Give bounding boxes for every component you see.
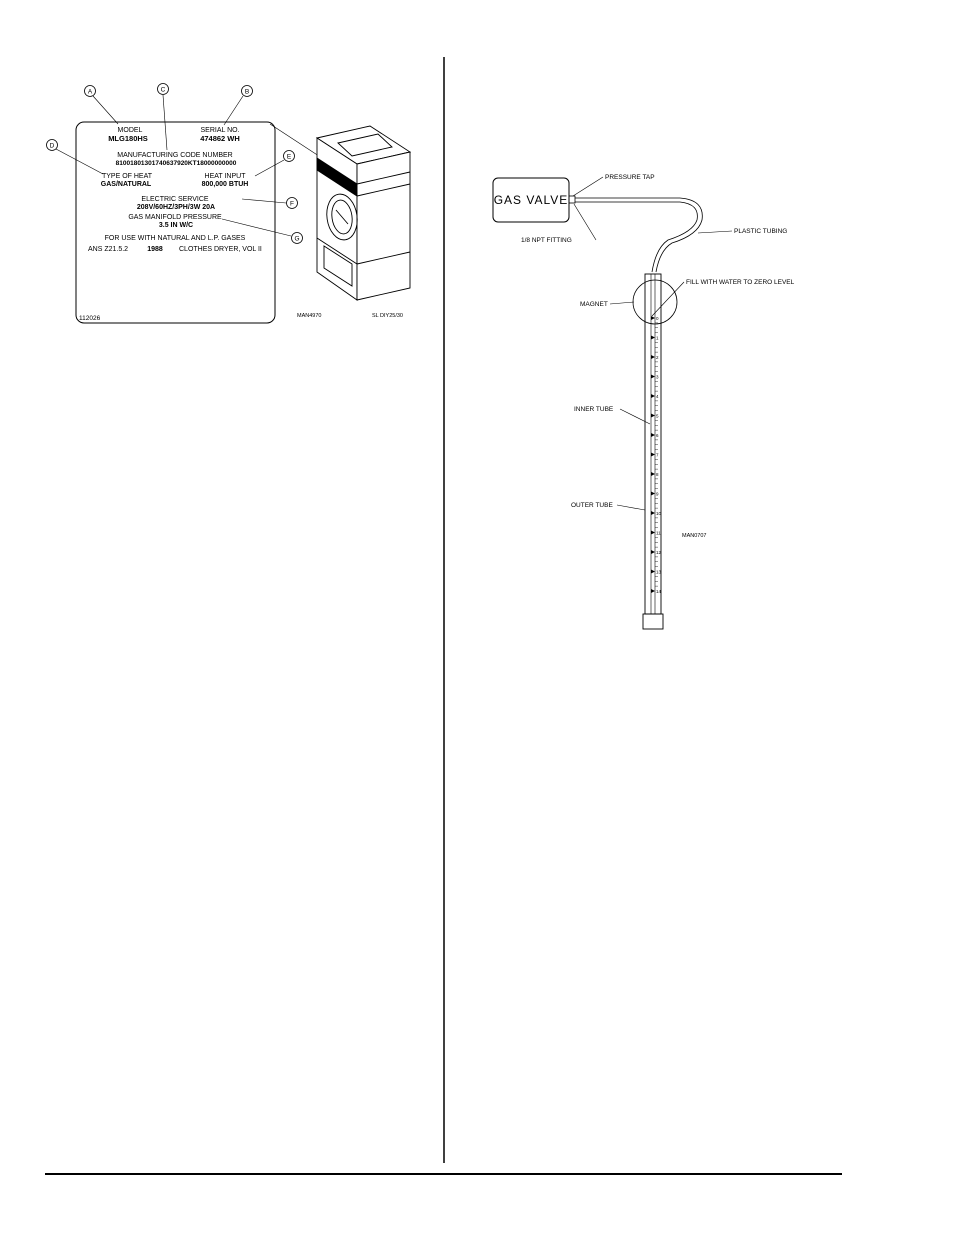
callout-c	[158, 84, 169, 151]
scale-label: 5	[656, 413, 659, 419]
scale-tick	[651, 531, 655, 535]
electric-label: ELECTRIC SERVICE	[141, 196, 209, 203]
plate-id: 112026	[79, 315, 101, 322]
gas-valve-label: GAS VALVE	[493, 193, 569, 207]
mfg-code-label: MANUFACTURING CODE NUMBER	[117, 152, 233, 159]
heat-type-label: TYPE OF HEAT	[101, 173, 153, 180]
ansi-label: ANS Z21.5.2	[88, 246, 129, 253]
scale-tick	[651, 433, 655, 437]
callout-d	[47, 140, 104, 175]
manometer-figure	[493, 174, 795, 629]
serial-value: 474862 WH	[200, 134, 240, 143]
callout-f-letter: F	[290, 200, 294, 208]
scale-tick	[651, 550, 655, 554]
scale-tick	[651, 355, 655, 359]
scale-label: 14	[656, 589, 662, 594]
scale-label: 13	[656, 569, 662, 575]
ansi-year: 1988	[147, 246, 163, 253]
scale-label: 0	[656, 316, 659, 321]
scale-tick	[651, 511, 655, 515]
scale-tick	[651, 589, 655, 593]
scale-tick	[651, 375, 655, 379]
scale-label: 12	[656, 550, 662, 555]
callout-d-letter: D	[49, 142, 55, 150]
scale-label: 9	[656, 491, 659, 497]
magnet-label: MAGNET	[580, 301, 608, 308]
use-note: FOR USE WITH NATURAL AND L.P. GASES	[104, 235, 246, 242]
callout-b	[224, 86, 253, 126]
heat-type-value: GAS/NATURAL	[100, 181, 152, 188]
scale-tick	[651, 394, 655, 398]
inner-tube-label: INNER TUBE	[574, 406, 614, 413]
scale-label: 2	[656, 355, 659, 360]
pressure-tap-label: PRESSURE TAP	[605, 174, 655, 181]
scale-label: 6	[656, 433, 659, 438]
scale-label: 10	[656, 511, 662, 516]
callout-f	[242, 198, 298, 209]
scale-label: 8	[656, 472, 659, 477]
heat-input-value: 800,000 BTUH	[201, 181, 249, 188]
manifold-label: GAS MANIFOLD PRESSURE	[128, 214, 222, 221]
model-value: MLG180HS	[108, 134, 148, 143]
electric-value: 208V/60HZ/3PH/3W 20A	[136, 204, 216, 211]
dryer-drawing-code: SL DIY25/30	[372, 313, 403, 319]
manometer-scale	[651, 316, 662, 594]
scale-label: 7	[656, 452, 659, 458]
npt-fitting-label: 1/8 NPT FITTING	[521, 237, 572, 244]
dryer-cabinet-drawing	[317, 126, 410, 300]
scale-tick	[651, 472, 655, 476]
scale-label: 1	[656, 335, 659, 341]
callout-c-letter: C	[160, 86, 166, 94]
scale-label: 11	[656, 530, 661, 536]
callout-b-letter: B	[244, 88, 250, 96]
scale-tick	[651, 414, 655, 418]
callout-g-letter: G	[294, 235, 300, 243]
scale-label: 4	[656, 394, 659, 399]
nameplate-figure	[47, 84, 326, 324]
fill-note-label: FILL WITH WATER TO ZERO LEVEL	[686, 279, 795, 286]
callout-a	[85, 86, 119, 125]
scale-tick	[651, 453, 655, 457]
outer-tube	[645, 274, 661, 614]
scale-tick	[651, 492, 655, 496]
plastic-tubing	[575, 198, 702, 272]
heat-input-label: HEAT INPUT	[204, 173, 246, 180]
npt-fitting-shape	[569, 196, 575, 203]
callout-e-letter: E	[286, 153, 292, 161]
manometer-drawing-code: MAN0707	[682, 533, 707, 539]
nameplate-drawing-code: MAN4970	[297, 313, 322, 319]
plastic-tubing-label: PLASTIC TUBING	[734, 228, 788, 235]
scale-label: 3	[656, 374, 659, 380]
scale-tick	[651, 570, 655, 574]
model-label: MODEL	[117, 127, 143, 134]
scale-tick	[651, 336, 655, 340]
manifold-value: 3.5 IN W/C	[158, 222, 194, 229]
ansi-desc: CLOTHES DRYER, VOL II	[179, 246, 262, 253]
outer-tube-label: OUTER TUBE	[571, 502, 613, 509]
scale-tick	[651, 316, 655, 320]
manometer-base	[643, 614, 663, 629]
serial-label: SERIAL NO.	[200, 127, 240, 134]
mfg-code-value: 81001801301740637920KT18000000000	[115, 160, 237, 167]
callout-a-letter: A	[87, 88, 93, 96]
